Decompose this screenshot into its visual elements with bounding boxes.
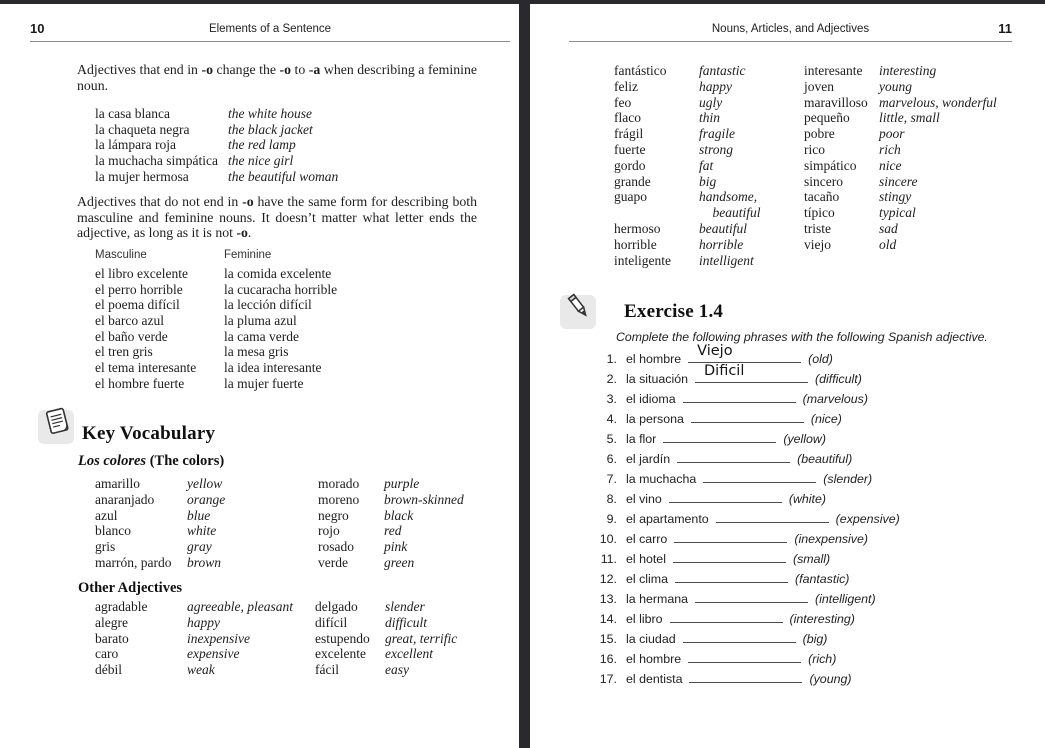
gender-table-row (95, 266, 337, 282)
item-number: 1. (606, 352, 617, 366)
item-hint: (small) (792, 552, 831, 566)
answer-blank-line[interactable] (669, 501, 782, 503)
gender-table-row (95, 344, 337, 360)
english-translation: little, small (879, 110, 940, 126)
item-number: 2. (606, 372, 617, 386)
english-translation: inexpensive (187, 630, 250, 646)
english-translation: rich (879, 141, 901, 157)
item-hint: (white) (788, 492, 827, 506)
answer-blank-line[interactable] (670, 621, 783, 623)
feminine-phrase: la comida excelente (224, 266, 332, 281)
item-number: 11. (600, 552, 617, 566)
spanish-word: fácil (315, 662, 339, 678)
vocab-row (614, 95, 761, 111)
spanish-word: pobre (804, 126, 835, 142)
example-row (95, 137, 338, 153)
right-running-head-title: Nouns, Articles, and Adjectives (711, 23, 870, 35)
left-running-head-title: Elements of a Sentence (208, 23, 332, 35)
section-title: Exercise 1.4 (624, 301, 724, 322)
item-phrase: el hombre (626, 352, 682, 366)
item-hint: (nice) (810, 412, 842, 426)
feminine-phrase: la idea interesante (224, 360, 322, 376)
vocab-row (95, 539, 464, 555)
english-translation: young (879, 78, 912, 94)
masculine-phrase: el tren gris (95, 344, 153, 360)
english-translation: beautiful (699, 220, 747, 236)
exercise-item (590, 529, 900, 549)
item-phrase: el hombre (626, 652, 682, 666)
spanish-word: feo (614, 94, 632, 110)
english-translation: easy (385, 662, 409, 678)
spanish-word: morado (318, 476, 360, 491)
answer-blank-line[interactable] (703, 481, 816, 483)
english-translation: great, terrific (385, 630, 458, 646)
english-translation: beautiful (699, 205, 761, 221)
item-phrase: la persona (626, 412, 684, 426)
english-translation: purple (384, 476, 420, 491)
vocab-row (614, 237, 761, 253)
english-translation: horrible (699, 236, 744, 252)
item-number: 4. (606, 412, 617, 426)
vocab-row (804, 205, 997, 221)
item-number: 3. (606, 392, 617, 406)
vocab-row (95, 646, 457, 662)
item-hint: (young) (809, 672, 852, 686)
exercise-item (590, 449, 900, 469)
spanish-word: feliz (614, 78, 638, 94)
spanish-word: tacaño (804, 189, 840, 205)
english-translation: the nice girl (228, 153, 294, 169)
english-translation: blue (187, 507, 211, 523)
item-number: 15. (599, 632, 617, 646)
feminine-phrase: la mesa gris (224, 344, 289, 360)
answer-blank-line[interactable] (689, 681, 802, 683)
vocab-row (614, 189, 761, 205)
vocab-row (614, 205, 761, 221)
masculine-phrase: el libro excelente (95, 266, 188, 281)
item-hint: (marvelous) (802, 392, 869, 406)
vocab-row (804, 110, 997, 126)
exercise-item (590, 569, 900, 589)
item-number: 10. (599, 532, 617, 546)
paragraph-adjectives-ending-o: Adjectives that end in -o change the -o to -a when describing a feminine noun. (77, 62, 477, 93)
left-page-number: 10 (30, 21, 45, 36)
spanish-word: blanco (95, 523, 131, 539)
vocab-row (95, 599, 457, 615)
spanish-word: frágil (614, 126, 644, 142)
answer-blank-line[interactable] (691, 421, 804, 423)
spanish-phrase: la casa blanca (95, 106, 170, 121)
vocab-row (614, 79, 761, 95)
item-number: 12. (599, 572, 617, 586)
exercise-item (590, 489, 900, 509)
item-phrase: la ciudad (626, 632, 676, 646)
spanish-word: triste (804, 220, 831, 236)
exercise-instructions: Complete the following phrases with the following Spanish adjective. (616, 330, 988, 344)
vocab-row (614, 253, 761, 269)
english-translation: happy (699, 78, 732, 94)
spanish-word: barato (95, 630, 129, 646)
spanish-word: delgado (315, 599, 358, 614)
gender-table-row (95, 329, 337, 345)
item-hint: (slender) (823, 472, 873, 486)
vocab-row (95, 615, 457, 631)
item-phrase: la flor (626, 432, 657, 446)
exercise-item-list (590, 343, 900, 689)
feminine-phrase: la cucaracha horrible (224, 281, 338, 297)
other-adjectives-subheading: Other Adjectives (78, 580, 183, 596)
vocab-row (95, 631, 457, 647)
spanish-word: difícil (315, 614, 348, 630)
gender-table-row (95, 282, 337, 298)
vocab-row (804, 95, 997, 111)
example-row (95, 122, 338, 138)
vocab-row (614, 63, 761, 79)
item-hint: (expensive) (835, 512, 900, 526)
typed-answer[interactable]: Dificil (704, 363, 745, 379)
spanish-word: grande (614, 173, 651, 189)
notepad-icon (38, 410, 74, 444)
item-hint: (intelligent) (815, 592, 876, 606)
other-adjectives-vocab-list (95, 599, 457, 678)
exercise-item (590, 629, 900, 649)
spanish-word: guapo (614, 189, 647, 205)
exercise-item (590, 343, 900, 369)
answer-blank-line[interactable] (695, 363, 808, 383)
masculine-phrase: el hombre fuerte (95, 375, 185, 391)
item-phrase: el idioma (626, 392, 676, 406)
item-hint: (interesting) (789, 612, 855, 626)
english-translation: nice (879, 157, 902, 173)
english-translation: the beautiful woman (228, 168, 339, 184)
spanish-word (614, 205, 699, 221)
colors-subheading-english: (The colors) (146, 453, 225, 469)
feminine-phrase: la cama verde (224, 328, 299, 344)
spanish-word: típico (804, 205, 835, 221)
vocab-row (804, 142, 997, 158)
spanish-word: horrible (614, 236, 657, 252)
spanish-word: amarillo (95, 476, 140, 491)
english-translation: marvelous, wonderful (879, 94, 997, 110)
item-phrase: el clima (626, 572, 668, 586)
english-translation: happy (187, 614, 220, 630)
feminine-phrase: la pluma azul (224, 313, 297, 329)
english-translation: the red lamp (228, 137, 296, 153)
vocab-row (95, 492, 464, 508)
spanish-phrase: la muchacha simpática (95, 153, 218, 169)
item-number: 9. (606, 512, 617, 526)
key-vocabulary-heading (38, 402, 318, 452)
english-translation: the white house (228, 106, 312, 121)
vocab-row (614, 174, 761, 190)
spanish-phrase: la chaqueta negra (95, 121, 190, 137)
colors-subheading (78, 453, 224, 470)
item-phrase: el dentista (626, 672, 683, 686)
item-hint: (difficult) (815, 372, 862, 386)
answer-blank-line[interactable] (673, 561, 786, 563)
english-translation: fantastic (699, 63, 746, 78)
vocab-row (804, 237, 997, 253)
gender-table-row (95, 360, 337, 376)
spanish-word: simpático (804, 157, 857, 173)
english-translation: difficult (385, 614, 427, 630)
spanish-word: estupendo (315, 630, 370, 646)
english-translation: weak (187, 662, 215, 678)
spanish-word: rojo (318, 523, 340, 539)
english-translation: expensive (187, 646, 240, 662)
vocab-row (95, 662, 457, 678)
item-number: 17. (599, 672, 617, 686)
vocab-row (804, 174, 997, 190)
spanish-phrase: la mujer hermosa (95, 168, 189, 184)
gender-table-headers (95, 249, 271, 261)
item-number: 7. (606, 472, 617, 486)
vocab-row (804, 63, 997, 79)
spanish-word: verde (318, 554, 348, 570)
english-translation: gray (187, 539, 212, 555)
spanish-word: rico (804, 141, 825, 157)
answer-blank-line[interactable] (677, 461, 790, 463)
page-gutter (519, 0, 530, 748)
vocab-column-right (804, 63, 997, 253)
item-number: 13. (599, 592, 617, 606)
example-row (95, 153, 338, 169)
spanish-word: negro (318, 507, 349, 523)
item-phrase: la muchacha (626, 472, 697, 486)
vocab-row (804, 126, 997, 142)
exercise-item (590, 509, 900, 529)
exercise-item (590, 429, 900, 449)
example-row (95, 106, 338, 122)
english-translation: old (879, 236, 897, 252)
masculine-phrase: el barco azul (95, 313, 164, 329)
english-translation: ugly (699, 94, 723, 110)
masculine-phrase: el tema interesante (95, 360, 197, 376)
english-translation: orange (187, 491, 226, 507)
left-page (0, 4, 519, 748)
vocab-row (95, 555, 464, 571)
right-page (530, 4, 1045, 748)
english-translation: thin (699, 110, 721, 126)
spanish-word: anaranjado (95, 491, 155, 507)
exercise-item (590, 363, 900, 389)
answer-blank-line[interactable] (688, 661, 801, 663)
item-phrase: la hermana (626, 592, 688, 606)
english-translation: slender (385, 599, 425, 614)
gender-table-row (95, 376, 337, 392)
item-hint: (rich) (808, 652, 837, 666)
vocab-row (614, 126, 761, 142)
spanish-word: gris (95, 539, 116, 555)
item-hint: (big) (802, 632, 828, 646)
exercise-item (590, 589, 900, 609)
vocab-row (804, 79, 997, 95)
item-phrase: la situación (626, 372, 688, 386)
item-phrase: el libro (626, 612, 663, 626)
item-number: 5. (606, 432, 617, 446)
english-translation: the black jacket (228, 121, 313, 137)
gender-table (95, 266, 337, 392)
item-number: 8. (606, 492, 617, 506)
spanish-word: fuerte (614, 141, 646, 157)
vocab-row (95, 476, 464, 492)
spanish-word: gordo (614, 157, 646, 173)
spanish-word: maravilloso (804, 94, 868, 110)
right-page-number: 11 (998, 21, 1012, 36)
left-running-head (30, 16, 510, 42)
example-pair-list (95, 106, 338, 184)
item-phrase: el apartamento (626, 512, 709, 526)
exercise-item (590, 609, 900, 629)
spanish-word: fantástico (614, 63, 667, 78)
pencil-icon (560, 295, 596, 329)
answer-blank-line[interactable] (683, 641, 796, 643)
masculine-column-header: Masculine (95, 249, 147, 261)
answer-blank-line[interactable] (675, 581, 788, 583)
vocab-row (804, 221, 997, 237)
example-row (95, 169, 338, 185)
spanish-word: marrón, pardo (95, 554, 172, 570)
exercise-item (590, 409, 900, 429)
spanish-phrase: la lámpara roja (95, 137, 176, 153)
item-number: 16. (599, 652, 617, 666)
spanish-word: interesante (804, 63, 863, 78)
spanish-word: joven (804, 78, 834, 94)
spanish-word: azul (95, 507, 118, 523)
english-translation: poor (879, 126, 905, 142)
masculine-phrase: el baño verde (95, 328, 168, 344)
answer-blank-line[interactable] (716, 521, 829, 523)
english-translation: intelligent (699, 252, 754, 268)
spanish-word: pequeño (804, 110, 850, 126)
english-translation: green (384, 554, 415, 570)
exercise-item (590, 469, 900, 489)
english-translation: white (187, 523, 217, 539)
item-hint: (old) (808, 352, 833, 366)
spanish-word: hermoso (614, 220, 661, 236)
english-translation: excellent (385, 646, 433, 662)
spanish-word: sincero (804, 173, 843, 189)
masculine-phrase: el perro horrible (95, 281, 183, 297)
english-translation: brown (187, 554, 222, 570)
paragraph-adjectives-not-ending-o: Adjectives that do not end in -o have the same form for describing both masculine and feminine nouns. It doesn’t matter what letter ends the adjective, as long as it is not -o. (77, 194, 477, 241)
vocab-row (614, 221, 761, 237)
spanish-word: alegre (95, 614, 128, 630)
english-translation: black (384, 507, 414, 523)
english-translation: pink (384, 539, 408, 555)
english-translation: brown-skinned (384, 491, 464, 507)
english-translation: red (384, 523, 402, 539)
item-phrase: el jardín (626, 452, 671, 466)
masculine-phrase: el poema difícil (95, 297, 180, 313)
english-translation: agreeable, pleasant (187, 599, 293, 614)
vocab-row (804, 158, 997, 174)
right-running-head (569, 16, 1012, 42)
english-translation: sincere (879, 173, 918, 189)
item-hint: (fantastic) (795, 572, 850, 586)
vocab-row (614, 158, 761, 174)
vocab-row (804, 189, 997, 205)
spanish-word: rosado (318, 539, 354, 555)
english-translation: handsome, (699, 189, 758, 205)
item-phrase: el carro (626, 532, 668, 546)
vocab-row (614, 142, 761, 158)
answer-blank-line[interactable] (695, 601, 808, 603)
item-number: 6. (606, 452, 617, 466)
vocab-row (95, 508, 464, 524)
exercise-item (590, 389, 900, 409)
spanish-word: flaco (614, 110, 641, 126)
vocab-column-left (614, 63, 761, 268)
answer-blank-line[interactable] (683, 401, 796, 403)
item-phrase: el hotel (626, 552, 666, 566)
english-translation: typical (879, 205, 916, 221)
item-phrase: el vino (626, 492, 662, 506)
vocab-row (95, 523, 464, 539)
typed-answer[interactable]: Viejo (697, 343, 733, 359)
spanish-word: agradable (95, 599, 148, 614)
gender-table-row (95, 313, 337, 329)
english-translation: interesting (879, 63, 937, 78)
spanish-word: caro (95, 646, 119, 662)
colors-vocab-list (95, 476, 464, 571)
item-hint: (beautiful) (797, 452, 853, 466)
vocab-row (614, 110, 761, 126)
spanish-word: débil (95, 662, 122, 678)
exercise-item (590, 649, 900, 669)
spanish-word: moreno (318, 491, 360, 507)
english-translation: fat (699, 157, 714, 173)
item-hint: (inexpensive) (794, 532, 869, 546)
english-translation: fragile (699, 126, 735, 142)
english-translation: big (699, 173, 717, 189)
feminine-phrase: la mujer fuerte (224, 375, 304, 391)
feminine-column-header: Feminine (224, 249, 272, 261)
gender-table-row (95, 297, 337, 313)
english-translation: sad (879, 220, 898, 236)
section-title: Key Vocabulary (82, 423, 216, 444)
spanish-word: viejo (804, 236, 831, 252)
colors-subheading-spanish: Los colores (78, 453, 147, 469)
spanish-word: inteligente (614, 252, 671, 268)
feminine-phrase: la lección difícil (224, 297, 312, 313)
spanish-word: excelente (315, 646, 366, 662)
item-number: 14. (599, 612, 617, 626)
exercise-item (590, 669, 900, 689)
item-hint: (yellow) (783, 432, 826, 446)
answer-blank-line[interactable] (663, 441, 776, 443)
exercise-item (590, 549, 900, 569)
answer-blank-line[interactable] (674, 541, 787, 543)
english-translation: yellow (187, 476, 223, 491)
english-translation: stingy (879, 189, 912, 205)
english-translation: strong (699, 141, 734, 157)
